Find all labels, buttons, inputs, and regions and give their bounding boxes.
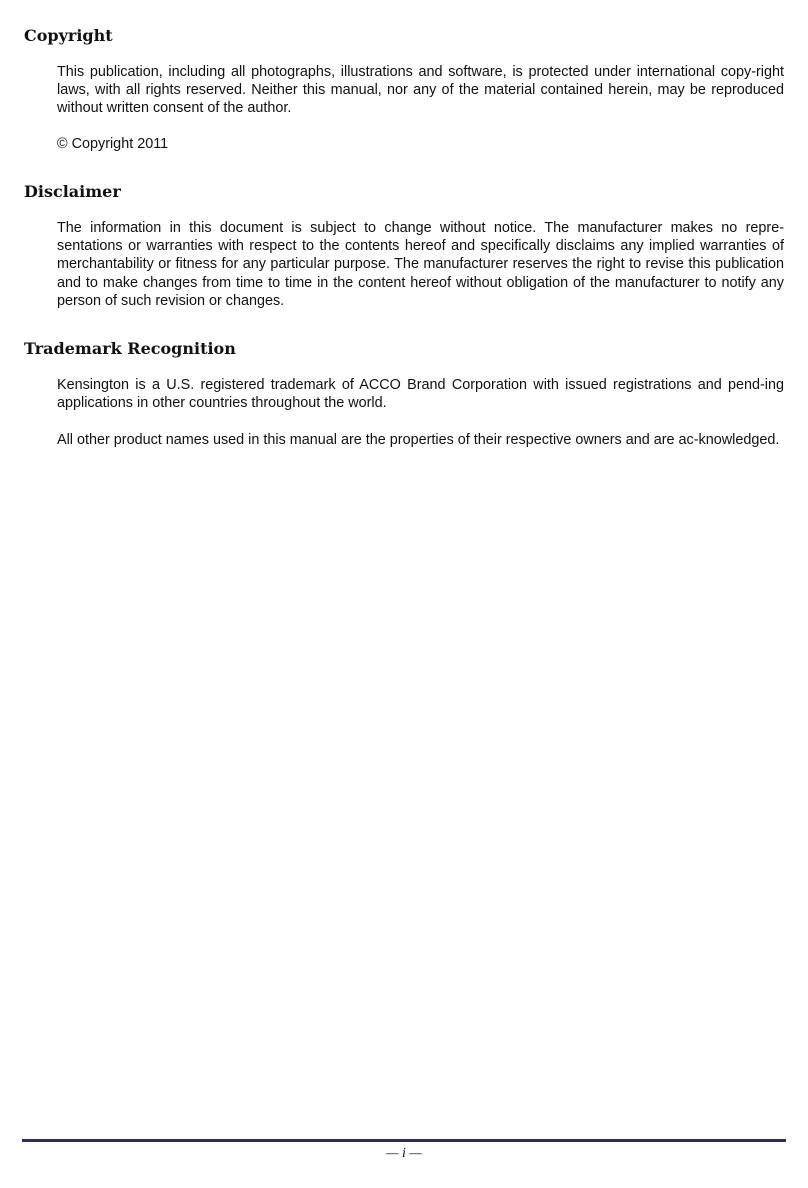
- copyright-paragraph: This publication, including all photographs, illustrations and software, is protected under international copy-right laws, with all rights reserved. Neither this manual, nor any of the material contained herein, may be reproduced without written consent of the author.: [57, 64, 784, 117]
- trademark-paragraph: Kensington is a U.S. registered trademark of ACCO Brand Corporation with issued registrations and pend-ing applications in other countries throughout the world.: [57, 377, 784, 412]
- footer-rule: [22, 1139, 786, 1142]
- disclaimer-paragraph: The information in this document is subject to change without notice. The manufacturer makes no repre-sentations or warranties with respect to the contents hereof and specifically disclaims any implied warranties of merchantability or fitness for any particular purpose. The manufacturer reserves the right to revise this publication and to make changes from time to time in the content hereof without obligation of the manufacturer to notify any person of such revision or changes.: [57, 220, 784, 309]
- trademark-paragraph-2: All other product names used in this manual are the properties of their respective owners and are ac-knowledged.: [57, 432, 780, 448]
- copyright-year: © Copyright 2011: [57, 136, 169, 152]
- disclaimer-heading: Disclaimer: [24, 182, 121, 201]
- page-number: — i —: [386, 1146, 422, 1161]
- copyright-heading: Copyright: [24, 26, 113, 45]
- trademark-heading: Trademark Recognition: [24, 339, 236, 358]
